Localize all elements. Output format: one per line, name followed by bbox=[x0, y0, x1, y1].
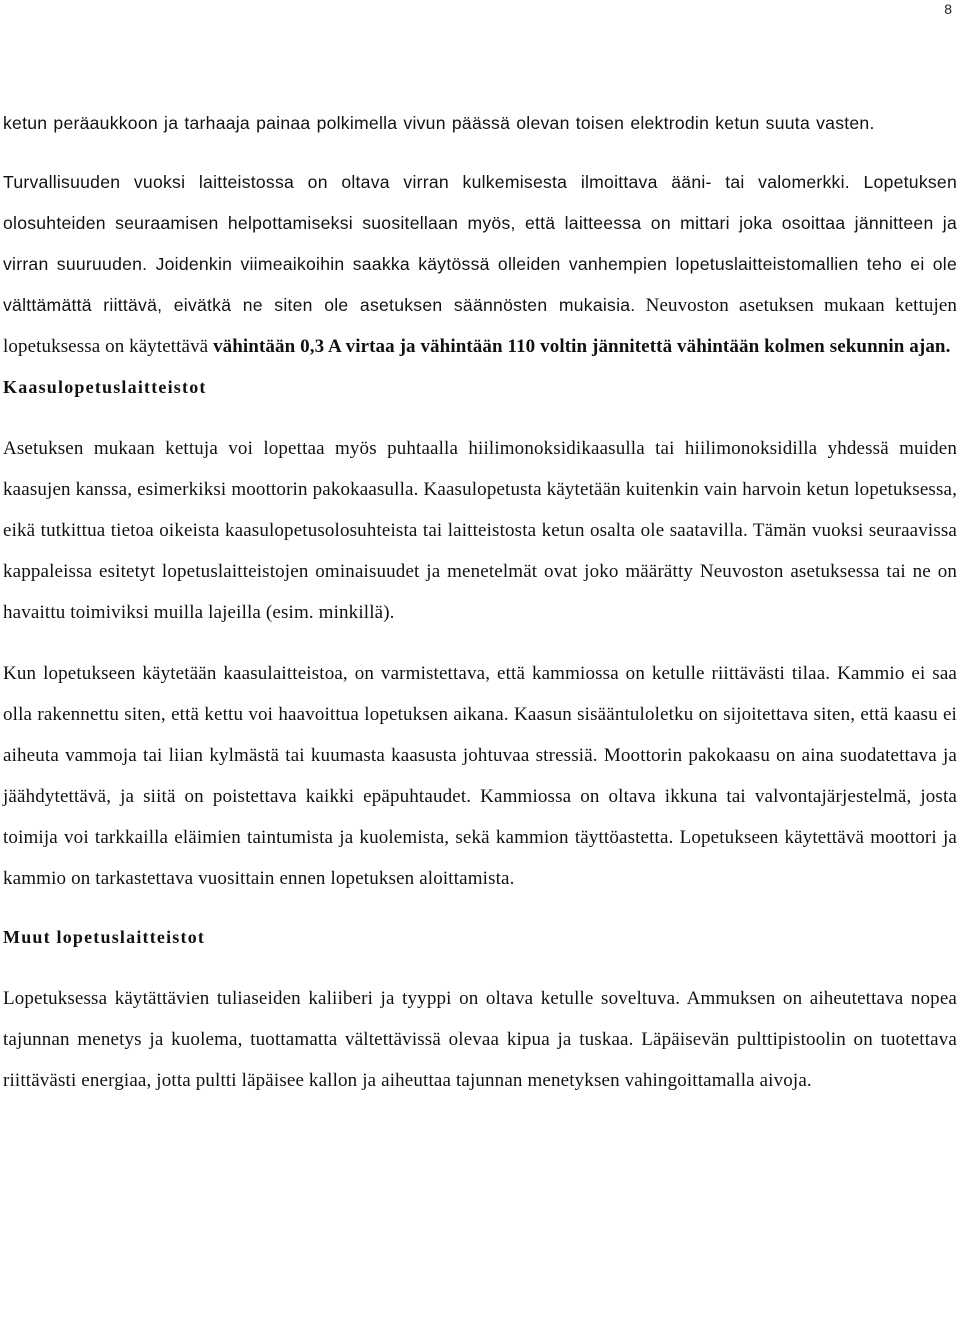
paragraph-gas-chamber: Kun lopetukseen käytetään kaasulaitteistoa, on varmistettava, että kammiossa on ketulle riittävästi tilaa. Kammio ei saa olla rakennettu siten, että kettu voi haavoittua lopetuksen aikana. Kaasun sisääntuloletku on sijoitettava siten, että kaasu ei aiheuta vammoja tai liian kylmästä tai kuumasta kaasusta johtuvaa stressiä. Moottorin pakokaasu on aina suodatettava ja jäähdytettävä, ja siitä on poistettava kaikki epäpuhtaudet. Kammiossa on oltava ikkuna tai valvontajärjestelmä, josta toimija voi tarkkailla eläimien taintumista ja kuolemista, sekä kammion täyttöastetta. Lopetukseen käytettävä moottori ja kammio on tarkastettava vuosittain ennen lopetuksen aloittamista. bbox=[3, 663, 957, 889]
heading-gap bbox=[3, 408, 957, 428]
paragraph-gap bbox=[3, 144, 957, 162]
paragraph-electrical-safety bbox=[3, 162, 957, 367]
paragraph-safety-text: Turvallisuuden vuoksi laitteistossa on oltava virran kulkemisesta ilmoittava ääni- tai valomerkki. Lopetuksen olosuhteiden seuraamisen helpottamiseksi suositellaan myös, että laitteessa on mittari joka osoittaa jännitteen ja virran suuruuden. bbox=[3, 172, 957, 274]
paragraph-firearms: Lopetuksessa käytättävien tuliaseiden kaliiberi ja tyyppi on oltava ketulle soveltuva. Ammuksen on aiheutettava nopea tajunnan menetys ja kuolema, tuottamatta vältettävissä olevaa kipua ja tuskaa. Läpäisevän pulttipistoolin on tuotettava riittävästi energiaa, jotta pultti läpäisee kallon ja aiheuttaa tajunnan menetyksen vahingoittamalla aivoja. bbox=[3, 988, 957, 1091]
document-body bbox=[3, 103, 957, 1101]
section-heading-gas-equipment: Kaasulopetuslaitteistot bbox=[3, 377, 207, 397]
regulation-requirement-bold: vähintään 0,3 A virtaa ja vähintään 110 voltin jännitettä vähintään kolmen sekunnin ajan. bbox=[213, 336, 951, 357]
paragraph-gap bbox=[3, 899, 957, 917]
paragraph-electrode-continuation: ketun peräaukkoon ja tarhaaja painaa polkimella vivun päässä olevan toisen elektrodin ketun suuta vasten. bbox=[3, 113, 875, 133]
paragraph-regulation-text: Neuvoston asetuksen mukaan kettujen lopetuksessa on käytettävä bbox=[3, 295, 957, 357]
section-heading-other-equipment: Muut lopetuslaitteistot bbox=[3, 927, 206, 947]
paragraph-gap bbox=[3, 633, 957, 653]
page-number: 8 bbox=[944, 1, 952, 17]
paragraph-older-models-text: Joidenkin viimeaikoihin saakka käytössä olleiden vanhempien lopetuslaitteistomallien teho ei ole välttämättä riittävä, eivätkä ne siten ole asetuksen säännösten mukaisia. bbox=[3, 254, 957, 315]
paragraph-gas-killing: Asetuksen mukaan kettuja voi lopettaa myös puhtaalla hiilimonoksidikaasulla tai hiilimonoksidilla yhdessä muiden kaasujen kanssa, esimerkiksi moottorin pakokaasulla. Kaasulopetusta käytetään kuitenkin vain harvoin ketun lopetuksessa, eikä tutkittua tietoa oikeista kaasulopetusolosuhteista tai laitteistosta ketun osalta ole saatavilla. Tämän vuoksi seuraavissa kappaleissa esitetyt lopetuslaitteistojen ominaisuudet ja menetelmät ovat joko määrätty Neuvoston asetuksessa tai ne on havaittu toimiviksi muilla lajeilla (esim. minkillä). bbox=[3, 438, 957, 623]
heading-gap bbox=[3, 958, 957, 978]
